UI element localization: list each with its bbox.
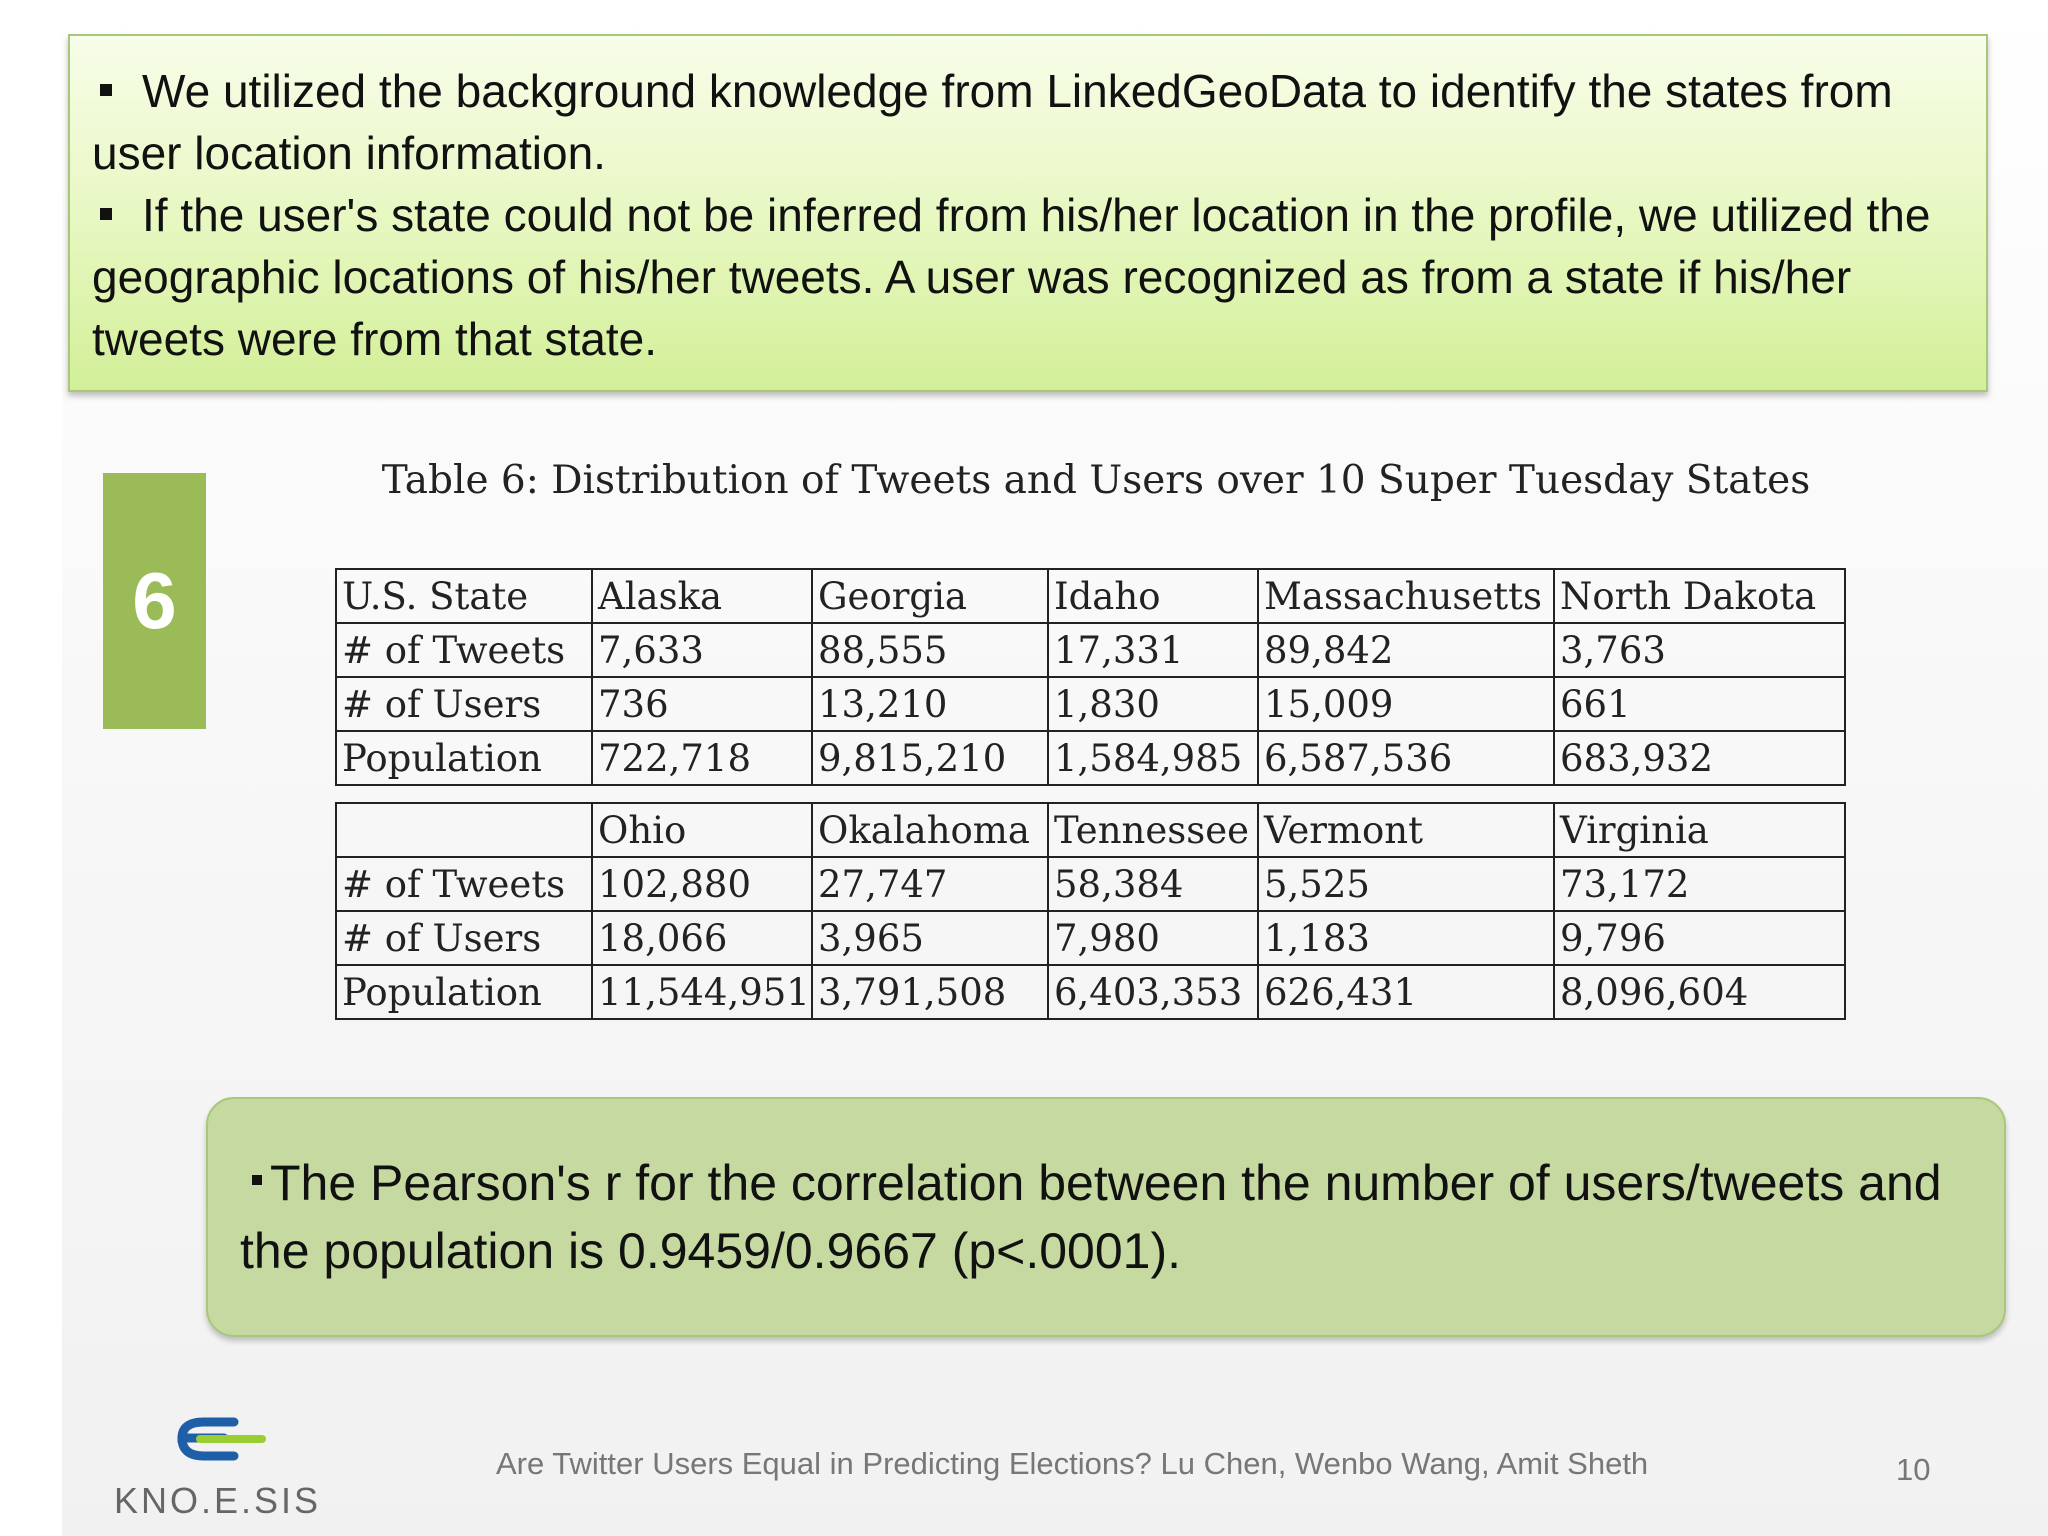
table-cell: # of Users: [336, 677, 592, 731]
table-cell: 722,718: [592, 731, 812, 785]
table-header-cell: North Dakota: [1554, 569, 1845, 623]
table-header-cell: [336, 803, 592, 857]
table-cell: 683,932: [1554, 731, 1845, 785]
top-text-box: [68, 34, 1988, 392]
table-header-cell: Idaho: [1048, 569, 1258, 623]
table-cell: 102,880: [592, 857, 812, 911]
table-cell: 1,830: [1048, 677, 1258, 731]
table-row: [336, 731, 1845, 785]
table-header-cell: Vermont: [1258, 803, 1554, 857]
table-cell: 58,384: [1048, 857, 1258, 911]
table-cell: 626,431: [1258, 965, 1554, 1019]
section-number-badge: 6: [103, 473, 206, 729]
table-header-cell: Okalahoma: [812, 803, 1048, 857]
table-cell: 7,633: [592, 623, 812, 677]
table-header-cell: Massachusetts: [1258, 569, 1554, 623]
distribution-table-part-1: [335, 568, 1846, 786]
table-row: [336, 623, 1845, 677]
table-header-cell: Ohio: [592, 803, 812, 857]
table-header-row: [336, 569, 1845, 623]
table-cell: Population: [336, 731, 592, 785]
table-header-cell: Alaska: [592, 569, 812, 623]
table-cell: 73,172: [1554, 857, 1845, 911]
knoesis-logo: [104, 1410, 324, 1522]
table-cell: 89,842: [1258, 623, 1554, 677]
table-header-cell: Virginia: [1554, 803, 1845, 857]
table-cell: 736: [592, 677, 812, 731]
table-cell: 3,965: [812, 911, 1048, 965]
table-row: [336, 857, 1845, 911]
table-cell: # of Tweets: [336, 857, 592, 911]
pearson-result-line: [240, 1149, 1974, 1285]
table-cell: 17,331: [1048, 623, 1258, 677]
table-cell: 9,796: [1554, 911, 1845, 965]
table-cell: 1,183: [1258, 911, 1554, 965]
table-header-cell: U.S. State: [336, 569, 592, 623]
table-cell: 8,096,604: [1554, 965, 1845, 1019]
knoesis-logo-text: KNO.E.SIS: [114, 1480, 322, 1521]
table-cell: # of Tweets: [336, 623, 592, 677]
page-number: 10: [1896, 1452, 1931, 1487]
table-cell: 5,525: [1258, 857, 1554, 911]
table-cell: 6,587,536: [1258, 731, 1554, 785]
bullet-square-icon: [100, 84, 112, 96]
top-bullet-2-text: If the user's state could not be inferred from his/her location in the profile, we utilized the geographic locations of his/her tweets. A user was recognized as from a state if his/her tweets were from that state.: [92, 189, 1931, 365]
table-header-cell: Georgia: [812, 569, 1048, 623]
table-cell: 7,980: [1048, 911, 1258, 965]
table-cell: 3,791,508: [812, 965, 1048, 1019]
bullet-square-icon: [100, 208, 112, 220]
table-cell: 3,763: [1554, 623, 1845, 677]
bullet-square-icon: [252, 1175, 262, 1185]
table-cell: 88,555: [812, 623, 1048, 677]
table-cell: 27,747: [812, 857, 1048, 911]
table-header-row: [336, 803, 1845, 857]
table-cell: 13,210: [812, 677, 1048, 731]
table-caption: Table 6: Distribution of Tweets and Users over 10 Super Tuesday States: [381, 458, 1811, 503]
top-bullet-1: [92, 60, 1966, 184]
top-bullet-1-text: We utilized the background knowledge from LinkedGeoData to identify the states from user location information.: [92, 65, 1893, 179]
table-cell: Population: [336, 965, 592, 1019]
footer-citation: Are Twitter Users Equal in Predicting Elections? Lu Chen, Wenbo Wang, Amit Sheth: [496, 1446, 1649, 1481]
table-cell: 18,066: [592, 911, 812, 965]
top-bullet-2: [92, 184, 1966, 370]
pearson-result-text: The Pearson's r for the correlation between the number of users/tweets and the population is 0.9459/0.9667 (p<.0001).: [240, 1155, 1942, 1279]
table-cell: 15,009: [1258, 677, 1554, 731]
table-cell: 1,584,985: [1048, 731, 1258, 785]
pearson-result-box: [206, 1097, 2006, 1337]
table-cell: 9,815,210: [812, 731, 1048, 785]
table-row: [336, 911, 1845, 965]
table-row: [336, 677, 1845, 731]
knoesis-e-logo-icon: [104, 1410, 324, 1480]
table-cell: # of Users: [336, 911, 592, 965]
table-row: [336, 965, 1845, 1019]
table-cell: 6,403,353: [1048, 965, 1258, 1019]
table-header-cell: Tennessee: [1048, 803, 1258, 857]
table-cell: 661: [1554, 677, 1845, 731]
table-cell: 11,544,951: [592, 965, 812, 1019]
distribution-table-part-2: [335, 802, 1846, 1020]
